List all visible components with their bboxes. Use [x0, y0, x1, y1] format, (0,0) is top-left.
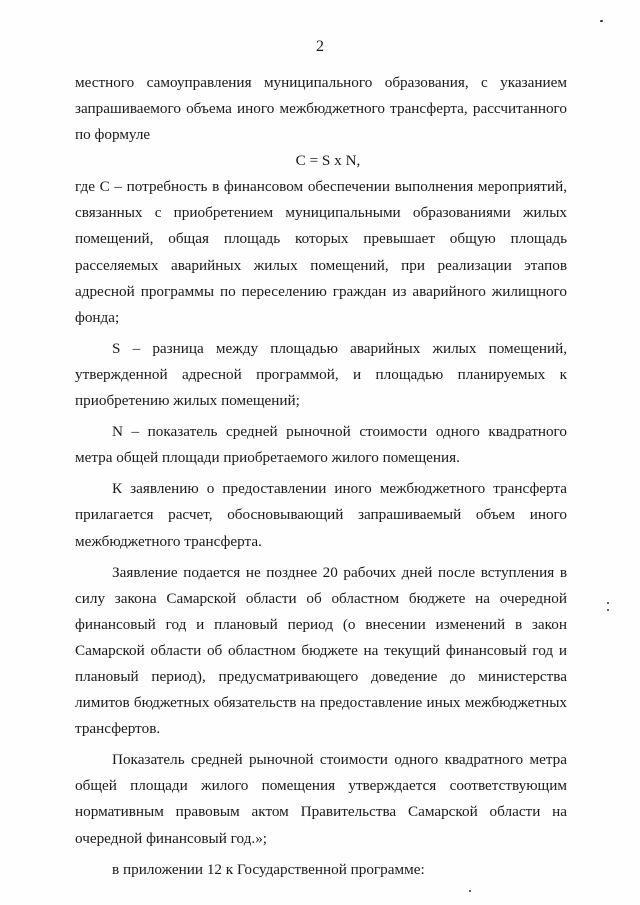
paragraph-c-definition: где С – потребность в финансовом обеспечении выполнения мероприятий, связанных с приобретением муниципальными образованиями жилых помещений, общая площадь которых превышает общую площадь расселяемых аварийных жилых помещений, при реализации этапов адресной программы по переселению граждан из аварийного жилищного фонда; — [75, 178, 567, 326]
paragraph-intro: местного самоуправления муниципального образования, с указанием запрашиваемого объема иного межбюджетного трансферта, рассчитанного по формуле — [75, 74, 567, 144]
paragraph-deadline: Заявление подается не позднее 20 рабочих дней после вступления в силу закона Самарской области об областном бюджете на очередной финансовый год и плановый период (о внесении изменений в закон Самарской области об областном бюджете на текущий финансовый год и плановый период), предусматривающего доведение до министерства лимитов бюджетных обязательств на предоставление иных межбюджетных трансфертов. — [75, 563, 567, 738]
scan-speck — [469, 890, 471, 892]
paragraph-attachment: К заявлению о предоставлении иного межбюджетного трансферта прилагается расчет, обосновывающий запрашиваемый объем иного межбюджетного трансферта. — [75, 480, 567, 550]
document-body — [75, 70, 567, 883]
scan-speck — [607, 609, 609, 611]
scan-speck — [607, 602, 609, 604]
page-number: 2 — [316, 38, 324, 55]
paragraph-n-definition: N – показатель средней рыночной стоимости одного квадратного метра общей площади приобретаемого жилого помещения. — [75, 423, 567, 467]
formula: C = S x N, — [295, 152, 361, 170]
paragraph-price-indicator: Показатель средней рыночной стоимости одного квадратного метра общей площади жилого помещения утверждается соответствующим нормативным правовым актом Правительства Самарской области на очередной финансовый год.»; — [75, 751, 567, 847]
paragraph-appendix-12: в приложении 12 к Государственной программе: — [112, 860, 425, 878]
scan-speck — [600, 20, 603, 22]
paragraph-s-definition: S – разница между площадью аварийных жилых помещений, утвержденной адресной программой, и площадью планируемых к приобретению жилых помещений; — [75, 339, 567, 410]
